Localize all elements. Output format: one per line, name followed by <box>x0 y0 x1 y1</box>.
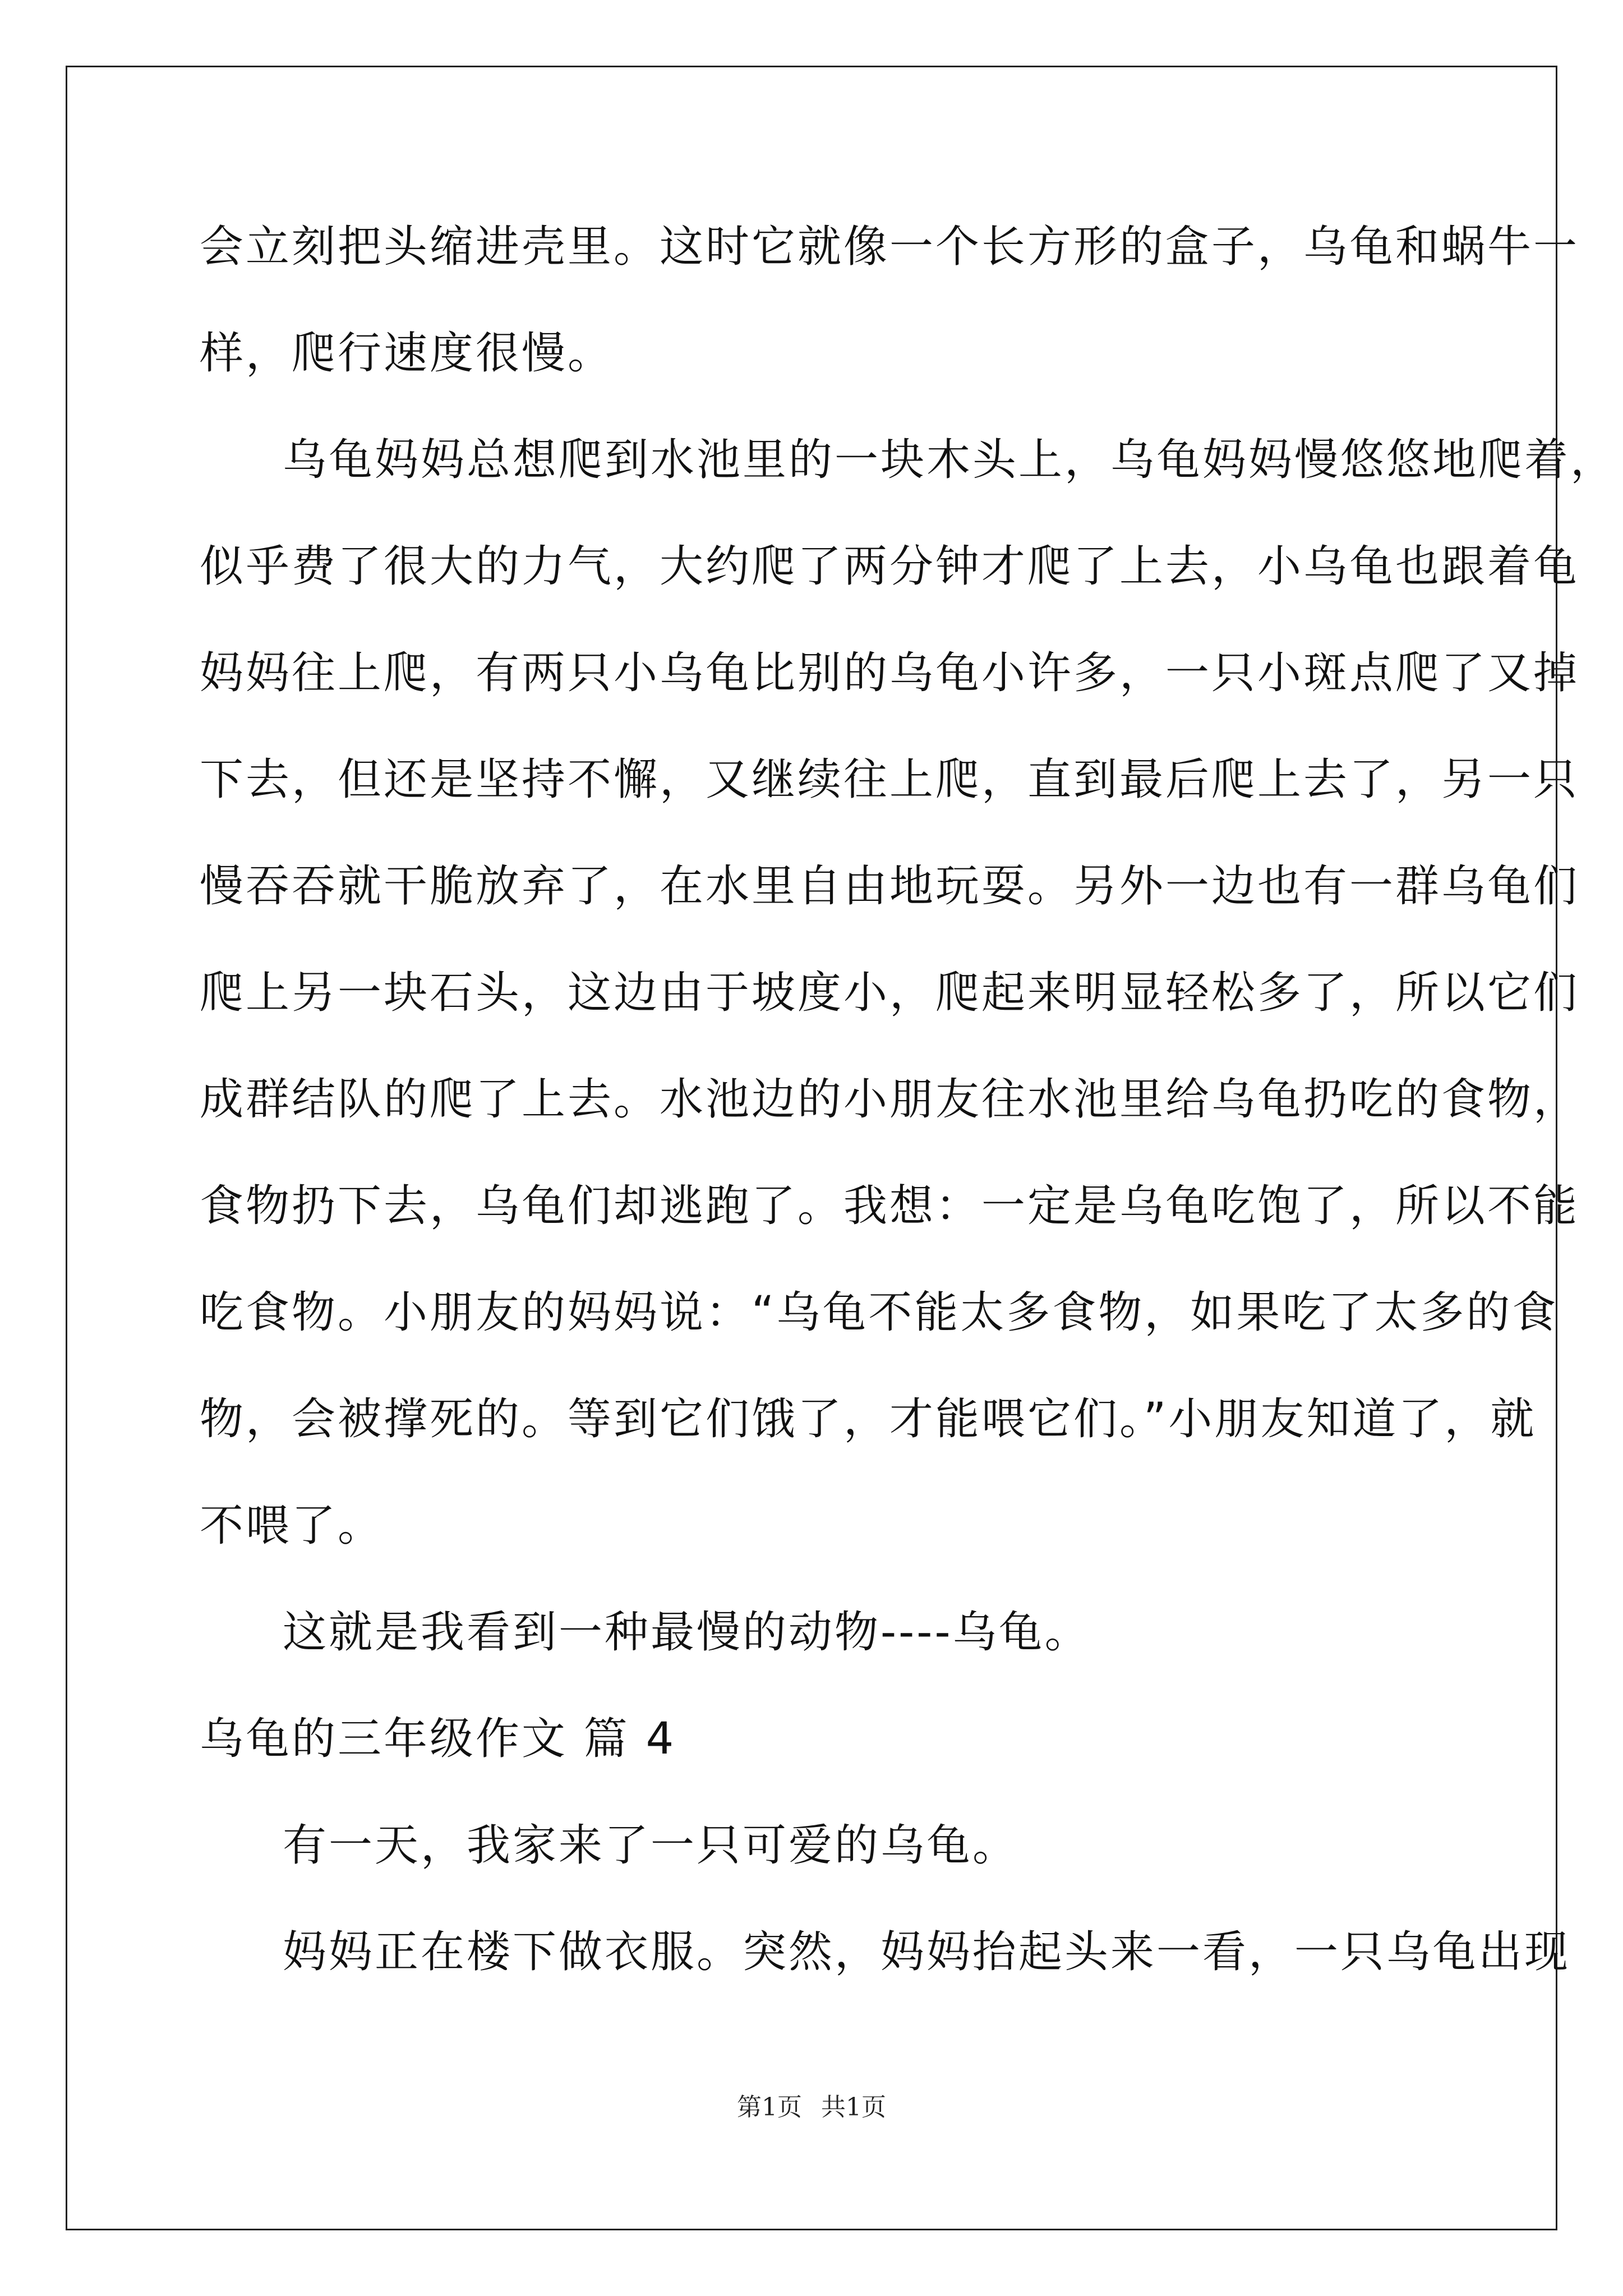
text-line: 不喂了。 <box>200 1501 384 1551</box>
text-line: 妈妈往上爬，有两只小乌龟比别的乌龟小许多，一只小斑点爬了又掉 <box>200 648 1580 698</box>
text-line: 妈妈正在楼下做衣服。突然，妈妈抬起头来一看，一只乌龟出现 <box>283 1927 1571 1977</box>
text-line: 似乎费了很大的力气，大约爬了两分钟才爬了上去，小乌龟也跟着龟 <box>200 541 1580 592</box>
text-line: 这就是我看到一种最慢的动物----乌龟。 <box>283 1607 1091 1658</box>
text-line: 样，爬行速度很慢。 <box>200 328 614 379</box>
document-body <box>200 213 1617 2025</box>
text-line: 成群结队的爬了上去。水池边的小朋友往水池里给乌龟扔吃的食物， <box>200 1074 1580 1125</box>
page-number: 第1页 <box>737 2093 802 2122</box>
text-line: 物，会被撑死的。等到它们饿了，才能喂它们。”小朋友知道了，就 <box>200 1394 1537 1444</box>
text-line: 会立刻把头缩进壳里。这时它就像一个长方形的盒子，乌龟和蜗牛一 <box>200 222 1580 272</box>
text-line: 爬上另一块石头，这边由于坡度小，爬起来明显轻松多了，所以它们 <box>200 968 1580 1018</box>
text-line: 吃食物。小朋友的妈妈说：“乌龟不能太多食物，如果吃了太多的食 <box>200 1287 1559 1338</box>
page-footer <box>0 2087 1623 2123</box>
text-line: 乌龟妈妈总想爬到水池里的一块木头上，乌龟妈妈慢悠悠地爬着， <box>283 435 1617 485</box>
text-line: 食物扔下去，乌龟们却逃跑了。我想：一定是乌龟吃饱了，所以不能 <box>200 1181 1580 1231</box>
text-line: 有一天，我家来了一只可爱的乌龟。 <box>283 1820 1019 1871</box>
text-line: 下去，但还是坚持不懈，又继续往上爬，直到最后爬上去了，另一只 <box>200 754 1580 805</box>
page-total: 共1页 <box>821 2093 886 2122</box>
text-line: 乌龟的三年级作文 篇 4 <box>200 1714 676 1764</box>
text-line: 慢吞吞就干脆放弃了，在水里自由地玩耍。另外一边也有一群乌龟们 <box>200 861 1580 912</box>
